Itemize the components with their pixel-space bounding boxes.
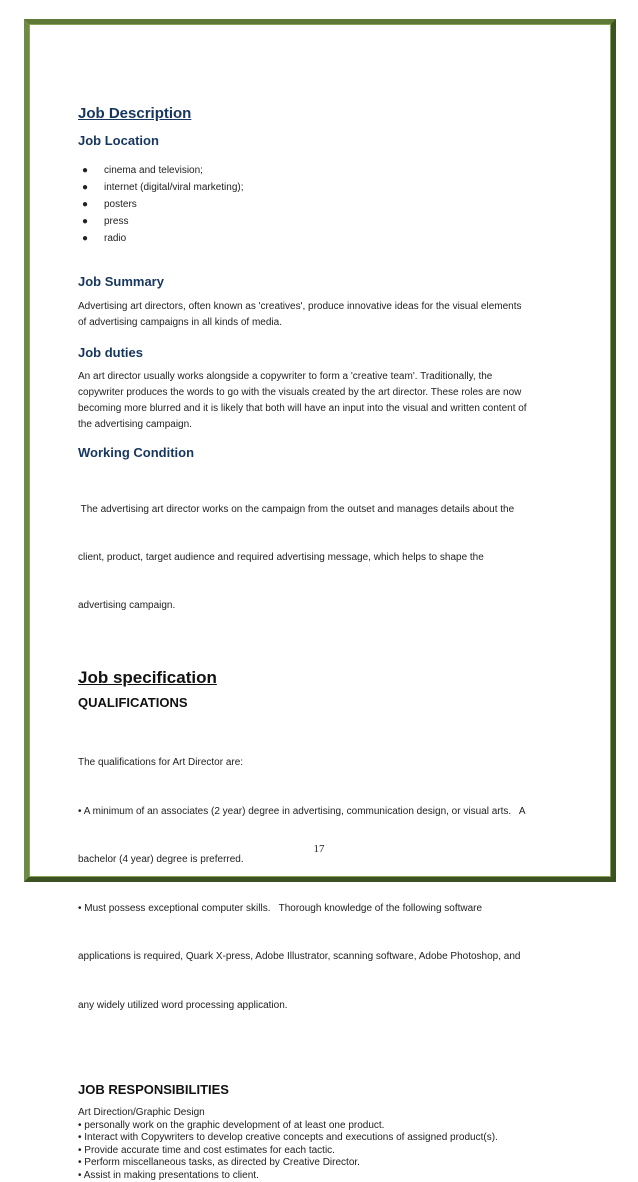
text-line: • Perform miscellaneous tasks, as directed by Creative Director. <box>78 1157 568 1170</box>
job-responsibilities-heading: JOB RESPONSIBILITIES <box>78 1082 568 1097</box>
text-line: applications is required, Quark X-press, Adobe Illustrator, scanning software, Adobe Photoshop, and <box>78 951 568 964</box>
job-description-title: Job Description <box>78 105 568 122</box>
text-line: • Assist in making presentations to client. <box>78 1170 568 1182</box>
text-line: bachelor (4 year) degree is preferred. <box>78 854 568 867</box>
text-line: Art Direction/Graphic Design <box>78 1107 568 1120</box>
bullet-icon: ● <box>82 162 88 179</box>
list-item-text: press <box>104 216 128 227</box>
list-item <box>78 179 568 196</box>
list-item-text: radio <box>104 233 126 244</box>
text-line: client, product, target audience and required advertising message, which helps to shape the <box>78 550 568 566</box>
text-line: copywriter produces the words to go with the visuals created by the art director. These roles are now <box>78 385 568 401</box>
bullet-icon: ● <box>82 230 88 247</box>
bullet-icon: ● <box>82 213 88 230</box>
text-line: becoming more blurred and it is likely that both will have an input into the visual and written content of <box>78 401 568 417</box>
text-line: • Provide accurate time and cost estimates for each tactic. <box>78 1145 568 1158</box>
list-item-text: posters <box>104 199 137 210</box>
text-line: of advertising campaigns in all kinds of media. <box>78 315 568 331</box>
text-line: • Must possess exceptional computer skills. Thorough knowledge of the following software <box>78 903 568 916</box>
job-summary-text <box>78 299 568 331</box>
list-item <box>78 230 568 247</box>
text-line: advertising campaign. <box>78 598 568 614</box>
list-item-text: cinema and television; <box>104 165 203 176</box>
working-condition-heading: Working Condition <box>78 445 568 460</box>
list-item <box>78 213 568 230</box>
list-item <box>78 196 568 213</box>
text-line: • personally work on the graphic development of at least one product. <box>78 1120 568 1133</box>
text-line: • Interact with Copywriters to develop creative concepts and executions of assigned product(s). <box>78 1132 568 1145</box>
page-content <box>78 105 568 1182</box>
text-line: the advertising campaign. <box>78 417 568 433</box>
text-line: Advertising art directors, often known as 'creatives', produce innovative ideas for the visual elements <box>78 299 568 315</box>
text-line: any widely utilized word processing application. <box>78 1000 568 1013</box>
text-line: An art director usually works alongside a copywriter to form a 'creative team'. Traditionally, the <box>78 369 568 385</box>
job-duties-text <box>78 369 568 433</box>
bullet-icon: ● <box>82 196 88 213</box>
list-item <box>78 162 568 179</box>
job-responsibilities-text <box>78 1107 568 1182</box>
qualifications-text <box>78 721 568 1048</box>
list-item-text: internet (digital/viral marketing); <box>104 182 244 193</box>
job-location-heading: Job Location <box>78 133 568 148</box>
text-line: The qualifications for Art Director are: <box>78 757 568 770</box>
page-number: 17 <box>0 843 638 855</box>
bullet-icon: ● <box>82 179 88 196</box>
working-condition-text <box>78 470 568 646</box>
job-location-list <box>78 162 568 247</box>
job-specification-title: Job specification <box>78 668 568 688</box>
text-line: • A minimum of an associates (2 year) degree in advertising, communication design, or visual arts. A <box>78 806 568 819</box>
text-line: The advertising art director works on the campaign from the outset and manages details about the <box>78 502 568 518</box>
job-duties-heading: Job duties <box>78 345 568 360</box>
job-summary-heading: Job Summary <box>78 274 568 289</box>
qualifications-heading: QUALIFICATIONS <box>78 695 568 710</box>
